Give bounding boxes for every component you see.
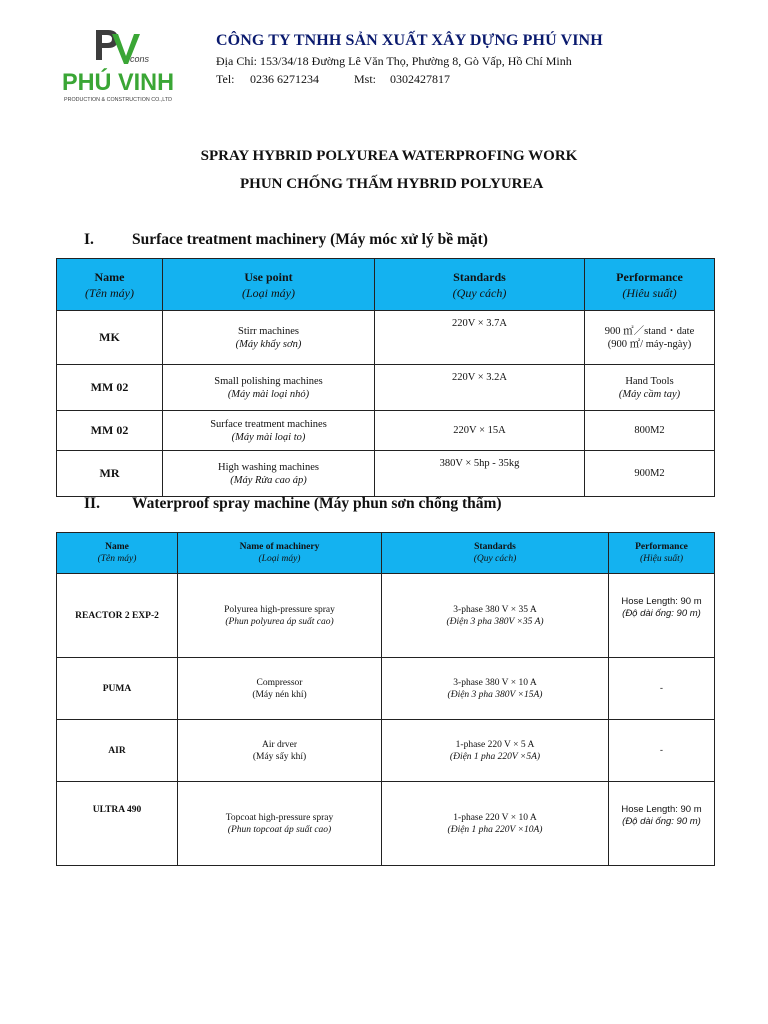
machine-performance: 900 ㎡／stand・date (900 ㎡/ máy-ngày) [585, 311, 715, 365]
machine-name: PUMA [57, 658, 178, 720]
column-header-name: Name (Tên máy) [57, 533, 178, 574]
machine-standard: 1-phase 220 V × 10 A (Điện 1 pha 220V ×10A) [382, 782, 609, 866]
section-1-title: Surface treatment machinery (Máy móc xử lý bề mặt) [132, 231, 488, 248]
column-header-performance: Performance (Hiệu suất) [609, 533, 715, 574]
machine-performance: Hose Length: 90 m (Độ dài ống: 90 m) [609, 782, 715, 866]
letterhead [0, 0, 768, 110]
svg-text:cons: cons [130, 54, 150, 64]
table-header-row [57, 533, 715, 574]
machine-standard: 220V × 3.7A [375, 311, 585, 365]
phu-vinh-logo-icon [60, 26, 180, 104]
machine-performance: - [609, 658, 715, 720]
column-header-machinery: Name of machinery (Loại máy) [178, 533, 382, 574]
machine-use: High washing machines (Máy Rửa cao áp) [163, 451, 375, 497]
machine-use: Surface treatment machines (Máy mài loại to) [163, 411, 375, 451]
table-row [57, 365, 715, 411]
machine-performance: Hand Tools (Máy cầm tay) [585, 365, 715, 411]
machine-performance: - [609, 720, 715, 782]
machine-name: REACTOR 2 EXP-2 [57, 574, 178, 658]
machine-name: MK [57, 311, 163, 365]
table-row [57, 574, 715, 658]
machine-type: Topcoat high-pressure spray (Phun topcoat áp suất cao) [178, 782, 382, 866]
machine-standard: 220V × 15A [375, 411, 585, 451]
column-header-name: Name (Tên máy) [57, 259, 163, 311]
mst-value: 0302427817 [390, 72, 450, 86]
machine-performance: Hose Length: 90 m (Độ dài ống: 90 m) [609, 574, 715, 658]
column-header-performance: Performance (Hiêu suất) [585, 259, 715, 311]
machine-name: AIR [57, 720, 178, 782]
section-2-number: II. [84, 495, 100, 512]
column-header-standards: Standards (Quy cách) [375, 259, 585, 311]
machine-standard: 3-phase 380 V × 35 A (Điện 3 pha 380V ×35 A) [382, 574, 609, 658]
company-name: CÔNG TY TNHH SẢN XUẤT XÂY DỰNG PHÚ VINH [216, 32, 603, 49]
machine-use: Stirr machines (Máy khẩy sơn) [163, 311, 375, 365]
machine-type: Compressor (Máy nén khí) [178, 658, 382, 720]
machine-performance: 900M2 [585, 451, 715, 497]
column-header-standards: Standards (Quy cách) [382, 533, 609, 574]
document-title-vi: PHUN CHỐNG THẤM HYBRID POLYUREA [240, 176, 544, 192]
column-header-use-point: Use point (Loại máy) [163, 259, 375, 311]
table-row [57, 311, 715, 365]
machine-name: MR [57, 451, 163, 497]
table-row [57, 451, 715, 497]
company-address: Địa Chỉ: 153/34/18 Đường Lê Văn Thọ, Phường 8, Gò Vấp, Hồ Chí Minh [216, 54, 572, 68]
table-row [57, 411, 715, 451]
machine-type: Air drver (Máy sấy khí) [178, 720, 382, 782]
company-contact [216, 72, 450, 87]
machine-standard: 380V × 5hp - 35kg [375, 451, 585, 497]
surface-treatment-table [56, 258, 715, 497]
machine-standard: 220V × 3.2A [375, 365, 585, 411]
section-1-number: I. [84, 231, 94, 248]
mst-label: Mst: [354, 72, 377, 86]
machine-standard: 1-phase 220 V × 5 A (Điện 1 pha 220V ×5A) [382, 720, 609, 782]
tel-value: 0236 6271234 [250, 72, 319, 86]
section-2-title: Waterproof spray machine (Máy phun sơn chống thấm) [132, 495, 502, 512]
machine-name: ULTRA 490 [57, 782, 178, 866]
document-title-en: SPRAY HYBRID POLYUREA WATERPROFING WORK [200, 148, 578, 164]
svg-text:PRODUCTION & CONSTRUCTION CO.,: PRODUCTION & CONSTRUCTION CO.,LTD [64, 97, 173, 103]
table-row [57, 720, 715, 782]
table-row [57, 658, 715, 720]
company-logo [60, 26, 180, 104]
spray-machine-table [56, 532, 715, 866]
machine-name: MM 02 [57, 411, 163, 451]
machine-standard: 3-phase 380 V × 10 A (Điện 3 pha 380V ×15A) [382, 658, 609, 720]
machine-use: Small polishing machines (Máy mài loại nhỏ) [163, 365, 375, 411]
svg-text:PHÚ VINH: PHÚ VINH [62, 69, 177, 96]
table-header-row [57, 259, 715, 311]
machine-name: MM 02 [57, 365, 163, 411]
table-row [57, 782, 715, 866]
machine-performance: 800M2 [585, 411, 715, 451]
tel-label: Tel: [216, 72, 235, 86]
machine-type: Polyurea high-pressure spray (Phun polyurea áp suất cao) [178, 574, 382, 658]
